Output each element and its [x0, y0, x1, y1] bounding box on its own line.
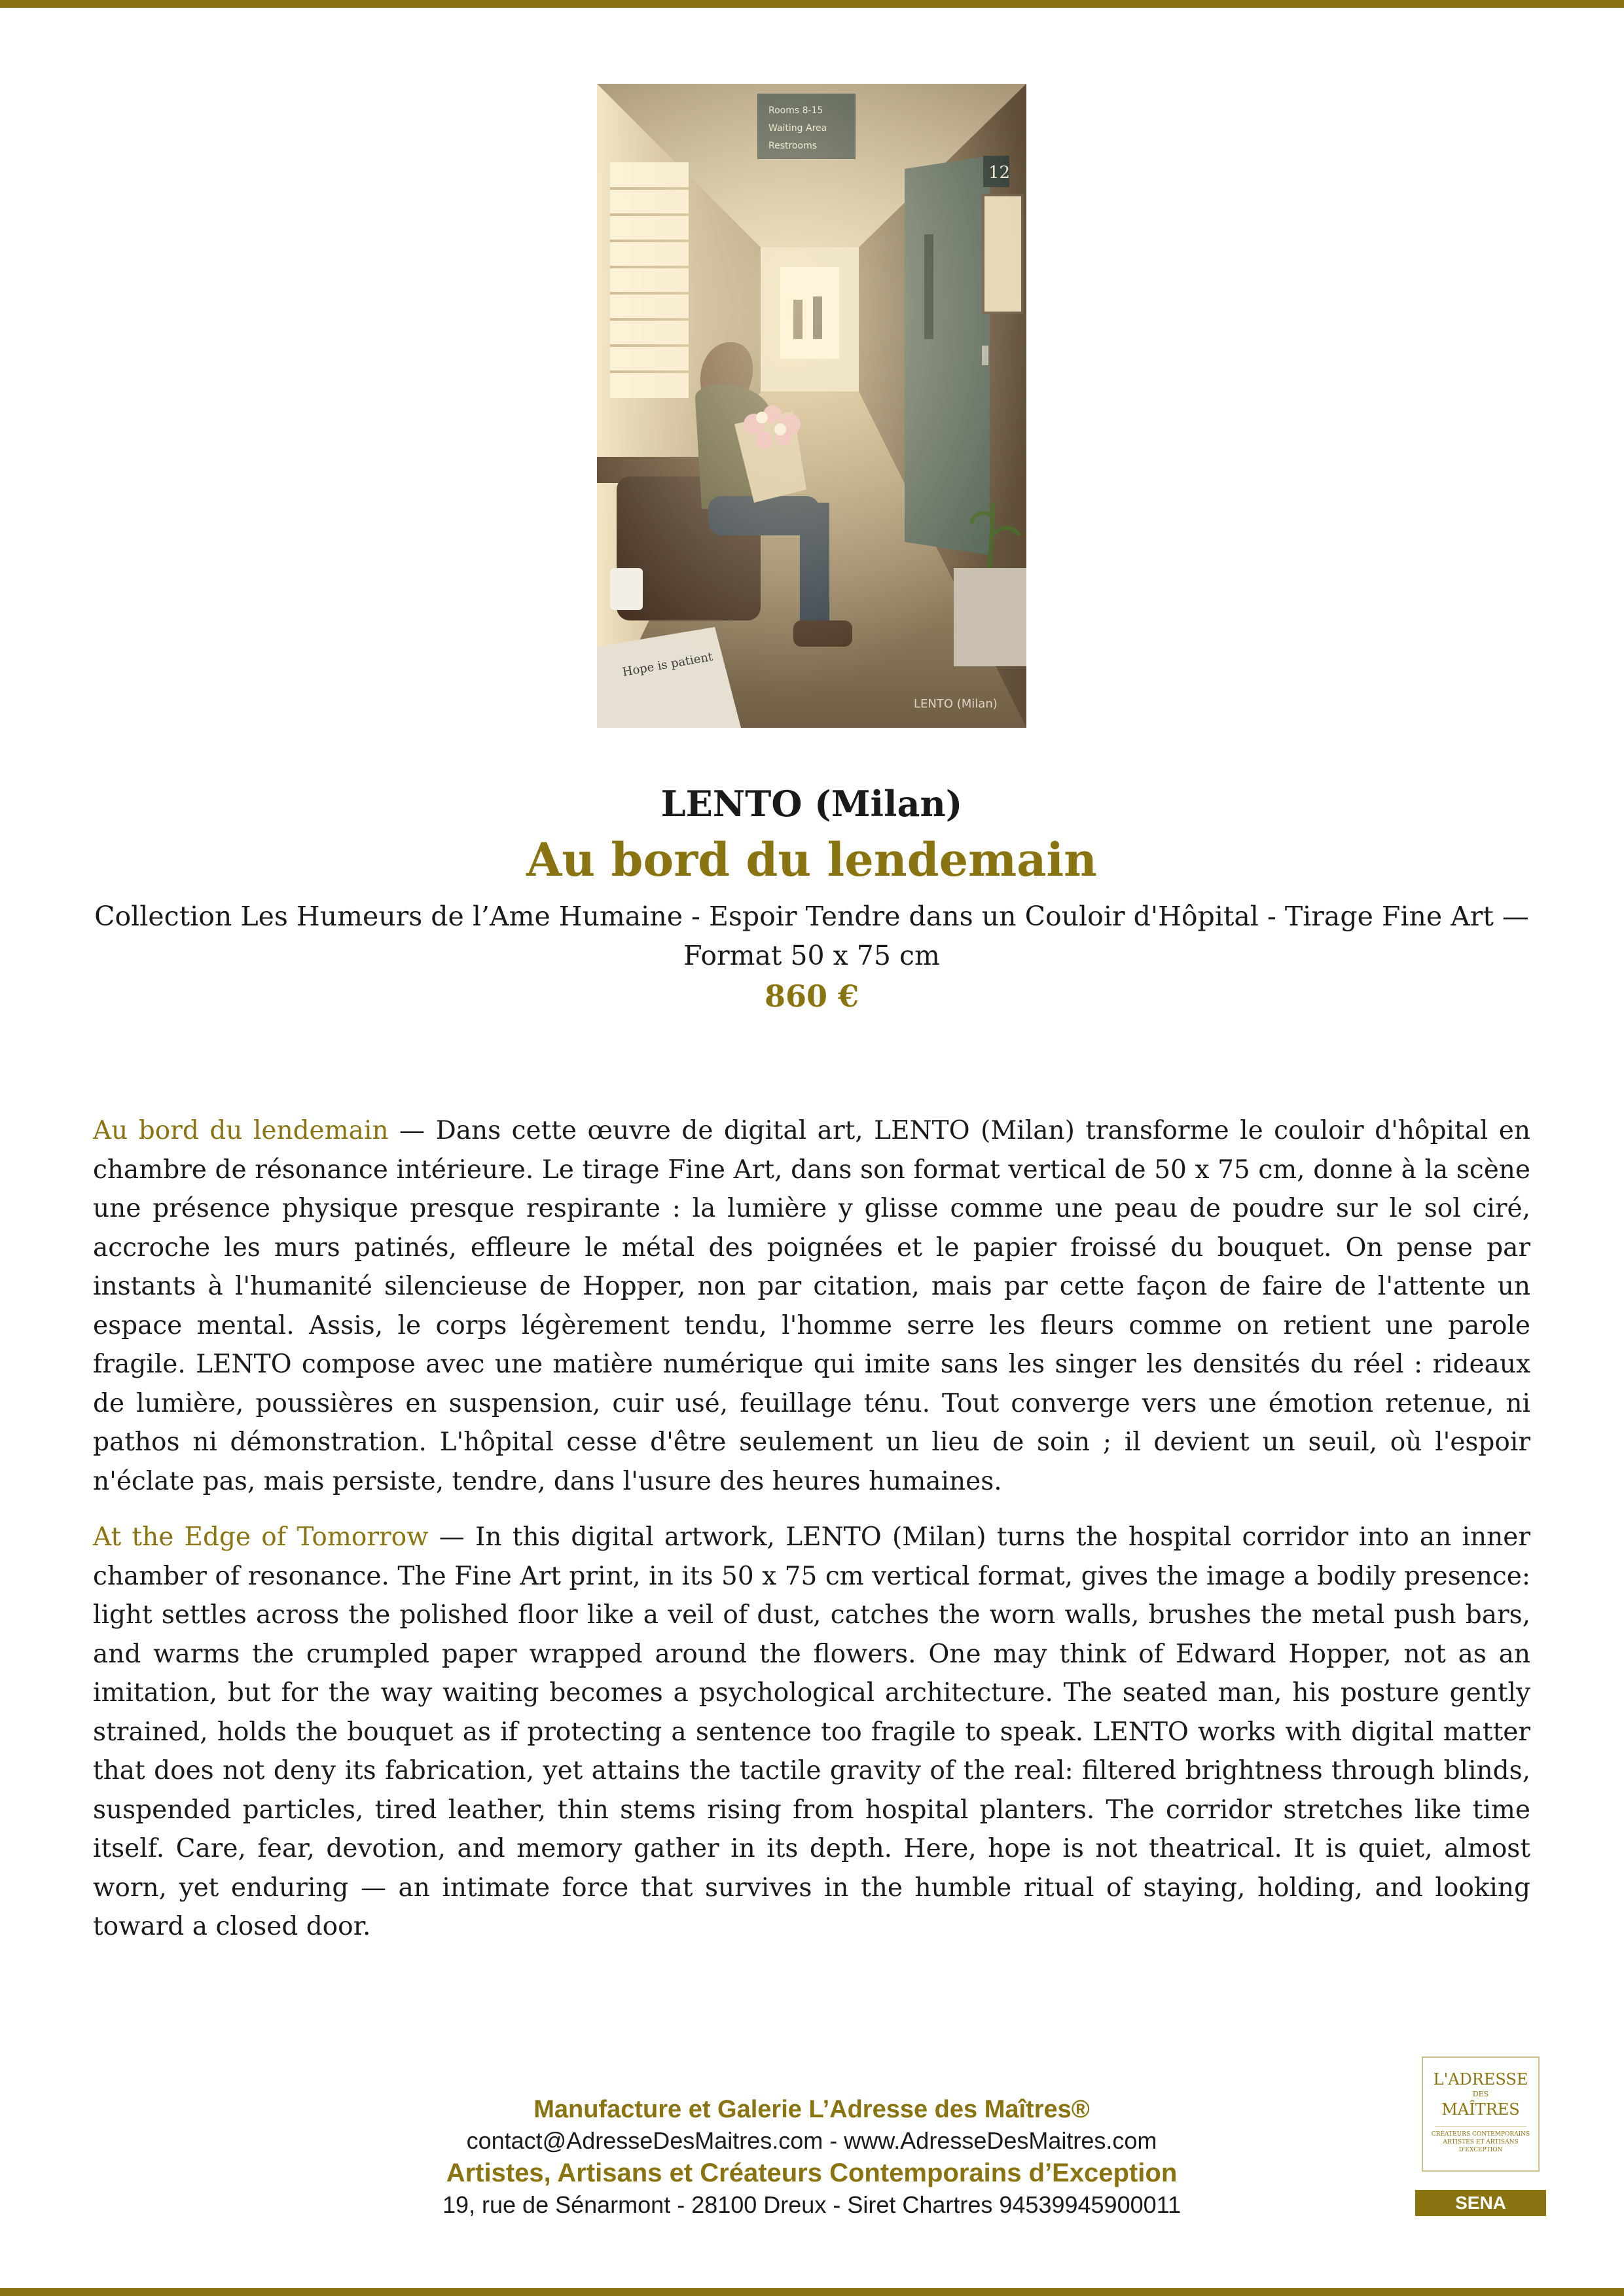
artwork-title: Au bord du lendemain	[526, 833, 1098, 887]
artwork-price: 860 €	[764, 978, 859, 1014]
footer-contact[interactable]: contact@AdresseDesMaitres.com - www.AdresseDesMaitres.com	[466, 2127, 1157, 2154]
logo-line-1: L'ADRESSE	[1433, 2070, 1528, 2089]
logo-line-2: DES	[1472, 2090, 1489, 2098]
artwork-subtitle: Collection Les Humeurs de l’Ame Humaine - Espoir Tendre dans un Couloir d'Hôpital - Tirage Fine Art — Format 50 x 75 cm	[94, 901, 1529, 971]
artwork-illustration	[597, 84, 1026, 728]
title-block	[92, 779, 1532, 1017]
description-en-lead: At the Edge of Tomorrow	[93, 1522, 429, 1552]
logo-line-3: MAÎTRES	[1441, 2100, 1520, 2119]
description-fr-text: — Dans cette œuvre de digital art, LENTO (Milan) transforme le couloir d'hôpital en chambre de résonance intérieure. Le tirage Fine Art, dans son format vertical de 50 x 75 cm, donne à la scène une présence physique presque respirante : la lumière y glisse comme une peau de poudre sur le sol ciré, accroche les murs patinés, effleure le métal des poignées et le papier froissé du bouquet. On pense par instants à l'humanité silencieuse de Hopper, non par citation, mais par cette façon de faire de l'attente un espace mental. Assis, le corps légèrement tendu, l'homme serre les fleurs comme on retient une parole fragile. LENTO compose avec une matière numérique qui imite sans les singer les densités du réel : rideaux de lumière, poussières en suspension, cuir usé, feuillage ténu. Tout converge vers une émotion retenue, ni pathos ni démonstration. L'hôpital cesse d'être seulement un lieu de soin ; il devient un seuil, où l'espoir n'éclate pas, mais persiste, tendre, dans l'usure des heures humaines.	[93, 1116, 1530, 1496]
description-fr	[93, 1111, 1530, 1501]
description	[93, 1111, 1530, 1964]
sena-badge: SENA	[1415, 2190, 1546, 2216]
description-en	[93, 1518, 1530, 1946]
footer-gallery: Manufacture et Galerie L’Adresse des Maîtres®	[533, 2096, 1090, 2123]
description-fr-lead: Au bord du lendemain	[93, 1116, 389, 1145]
description-en-text: — In this digital artwork, LENTO (Milan) turns the hospital corridor into an inner chamber of resonance. The Fine Art print, in its 50 x 75 cm vertical format, gives the image a bodily presence: light settles across the polished floor like a veil of dust, catches the worn walls, brushes the metal push bars, and warms the crumpled paper wrapped around the flowers. One may think of Edward Hopper, not as an imitation, but for the way waiting becomes a psychological architecture. The seated man, his posture gently strained, holds the bouquet as if protecting a sentence too fragile to speak. LENTO works with digital matter that does not deny its fabrication, yet attains the tactile gravity of the real: filtered brightness through blinds, suspended particles, tired leather, thin stems rising from hospital planters. The corridor stretches like time itself. Care, fear, devotion, and memory gather in its depth. Here, hope is not theatrical. It is quiet, almost worn, yet enduring — an intimate force that survives in the humble ritual of staying, holding, and looking toward a closed door.	[93, 1522, 1530, 1941]
artwork-signature: LENTO (Milan)	[914, 697, 998, 711]
footer-tagline: Artistes, Artisans et Créateurs Contemporains d’Exception	[446, 2159, 1178, 2187]
logo-line-4: CRÉATEURS CONTEMPORAINS ARTISTES ET ARTISANS D'EXCEPTION	[1431, 2131, 1530, 2153]
footer-address: 19, rue de Sénarmont - 28100 Dreux - Siret Chartres 94539945900011	[442, 2191, 1182, 2218]
artist-name: LENTO (Milan)	[660, 783, 963, 825]
footer	[353, 2093, 1270, 2220]
top-border	[0, 0, 1624, 8]
gallery-logo	[1422, 2056, 1540, 2172]
bottom-border	[0, 2288, 1624, 2296]
artwork-image	[597, 84, 1026, 728]
